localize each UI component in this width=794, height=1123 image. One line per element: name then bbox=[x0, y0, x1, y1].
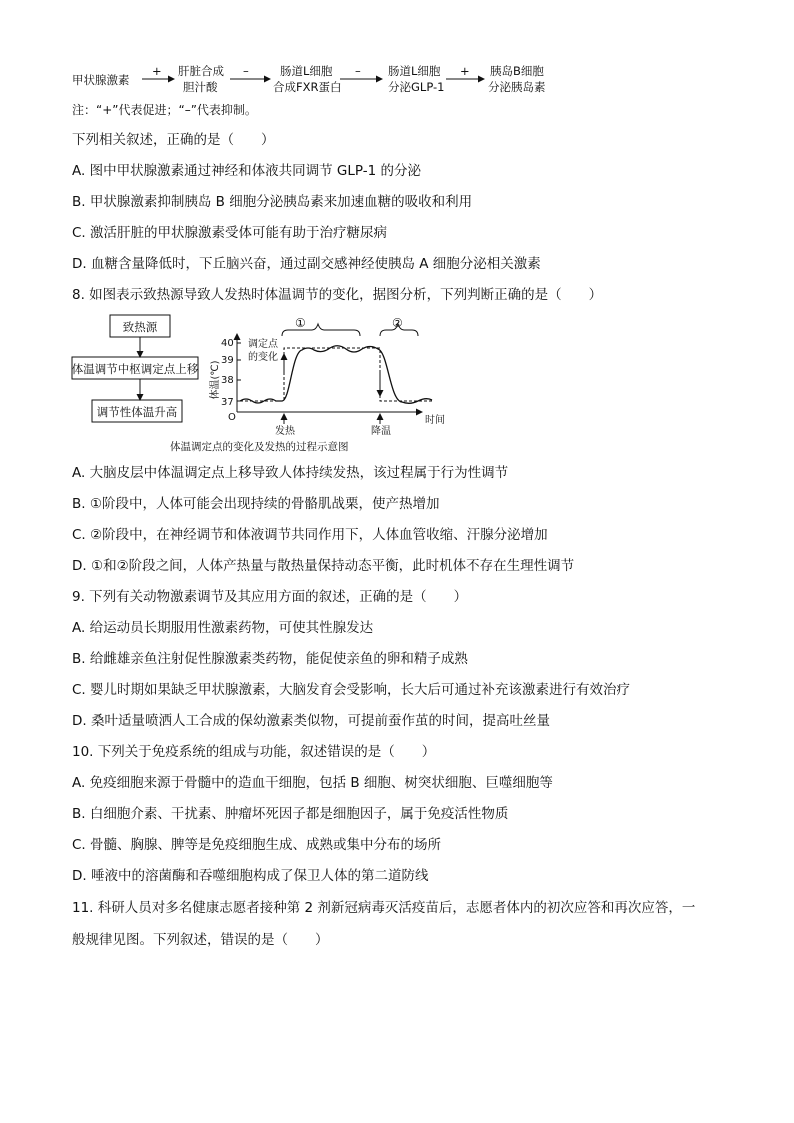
q7-stem: 下列相关叙述，正确的是（ ） bbox=[72, 132, 275, 148]
q9-stem: 9. 下列有关动物激素调节及其应用方面的叙述，正确的是（ ） bbox=[72, 589, 468, 605]
flow-node-2-line2: 胆汁酸 bbox=[183, 80, 218, 94]
flow-node-3-line1: 肠道L细胞 bbox=[280, 64, 333, 78]
q7-option-a: A. 图中甲状腺激素通过神经和体液共同调节 GLP-1 的分泌 bbox=[72, 163, 421, 179]
q10-option-d: D. 唾液中的溶菌酶和吞噬细胞构成了保卫人体的第二道防线 bbox=[72, 868, 429, 884]
q10-option-b: B. 白细胞介素、干扰素、肿瘤坏死因子都是细胞因子，属于免疫活性物质 bbox=[72, 806, 509, 822]
flow-node-2-line1: 肝脏合成 bbox=[178, 64, 224, 78]
q7-option-b: B. 甲状腺激素抑制胰岛 B 细胞分泌胰岛素来加速血糖的吸收和利用 bbox=[72, 194, 473, 210]
stage1-brace bbox=[282, 324, 360, 336]
cool-label: 降温 bbox=[371, 426, 391, 437]
box-temp-rise-label: 调节性体温升高 bbox=[96, 405, 178, 419]
fever-label: 发热 bbox=[275, 426, 295, 437]
q8-caption: 体温调定点的变化及发热的过程示意图 bbox=[170, 441, 349, 453]
flow-node-4-line2: 分泌GLP-1 bbox=[388, 80, 445, 94]
q9-option-c: C. 婴儿时期如果缺乏甲状腺激素，大脑发育会受影响，长大后可通过补充该激素进行有效治疗 bbox=[72, 682, 631, 698]
q8-option-c: C. ②阶段中，在神经调节和体液调节共同作用下，人体血管收缩、汗腺分泌增加 bbox=[72, 527, 548, 543]
box-pyrogen-label: 致热源 bbox=[122, 320, 158, 334]
q7-option-c: C. 激活肝脏的甲状腺激素受体可能有助于治疗糖尿病 bbox=[72, 225, 388, 241]
flow-note: 注：“+”代表促进；“–”代表抑制。 bbox=[72, 103, 257, 117]
flow-node-1: 甲状腺激素 bbox=[72, 73, 130, 87]
ytick-37: 37 bbox=[221, 397, 234, 408]
ytick-38: 38 bbox=[221, 375, 234, 386]
setpoint-label-1: 调定点 bbox=[248, 339, 278, 350]
flow-sign-4: + bbox=[460, 64, 470, 78]
q10-option-a: A. 免疫细胞来源于骨髓中的造血干细胞，包括 B 细胞、树突状细胞、巨噬细胞等 bbox=[72, 775, 553, 791]
flow-diagram bbox=[70, 60, 570, 102]
ytick-40: 40 bbox=[221, 338, 234, 349]
ytick-39: 39 bbox=[221, 355, 234, 366]
q8-figure bbox=[70, 312, 460, 456]
box-setpoint-up-label: 体温调节中枢调定点上移 bbox=[71, 362, 199, 376]
q8-option-d: D. ①和②阶段之间，人体产热量与散热量保持动态平衡，此时机体不存在生理性调节 bbox=[72, 558, 575, 574]
stage2-label: ② bbox=[392, 316, 403, 330]
flow-sign-2: – bbox=[243, 64, 249, 78]
flow-node-4-line1: 肠道L细胞 bbox=[388, 64, 441, 78]
q8-option-a: A. 大脑皮层中体温调定点上移导致人体持续发热，该过程属于行为性调节 bbox=[72, 465, 509, 481]
q11-stem-line1: 11. 科研人员对多名健康志愿者接种第 2 剂新冠病毒灭活疫苗后，志愿者体内的初次应答和再次应答，一 bbox=[72, 900, 696, 916]
setpoint-label-2: 的变化 bbox=[248, 352, 278, 363]
flow-node-3-line2: 合成FXR蛋白 bbox=[273, 80, 342, 94]
chart-origin: O bbox=[228, 412, 236, 423]
stage1-label: ① bbox=[295, 316, 306, 330]
q10-option-c: C. 骨髓、胸腺、脾等是免疫细胞生成、成熟或集中分布的场所 bbox=[72, 837, 442, 853]
chart-xlabel: 时间 bbox=[425, 415, 445, 426]
q7-option-d: D. 血糖含量降低时，下丘脑兴奋，通过副交感神经使胰岛 A 细胞分泌相关激素 bbox=[72, 256, 541, 272]
q11-stem-line2: 般规律见图。下列叙述，错误的是（ ） bbox=[72, 932, 329, 948]
q9-option-a: A. 给运动员长期服用性激素药物，可使其性腺发达 bbox=[72, 620, 374, 636]
q10-stem: 10. 下列关于免疫系统的组成与功能，叙述错误的是（ ） bbox=[72, 744, 436, 760]
flow-sign-1: + bbox=[152, 64, 162, 78]
chart-ylabel: 体温(℃) bbox=[210, 360, 221, 400]
q8-stem: 8. 如图表示致热源导致人发热时体温调节的变化，据图分析，下列判断正确的是（ ） bbox=[72, 287, 603, 303]
q8-option-b: B. ①阶段中，人体可能会出现持续的骨骼肌战栗，使产热增加 bbox=[72, 496, 440, 512]
flow-node-5-line2: 分泌胰岛素 bbox=[488, 80, 546, 94]
q9-option-b: B. 给雌雄亲鱼注射促性腺激素类药物，能促使亲鱼的卵和精子成熟 bbox=[72, 651, 468, 667]
flow-node-5-line1: 胰岛B细胞 bbox=[490, 64, 544, 78]
flow-sign-3: – bbox=[355, 64, 361, 78]
q9-option-d: D. 桑叶适量喷洒人工合成的保幼激素类似物，可提前蚕作茧的时间，提高吐丝量 bbox=[72, 713, 550, 729]
